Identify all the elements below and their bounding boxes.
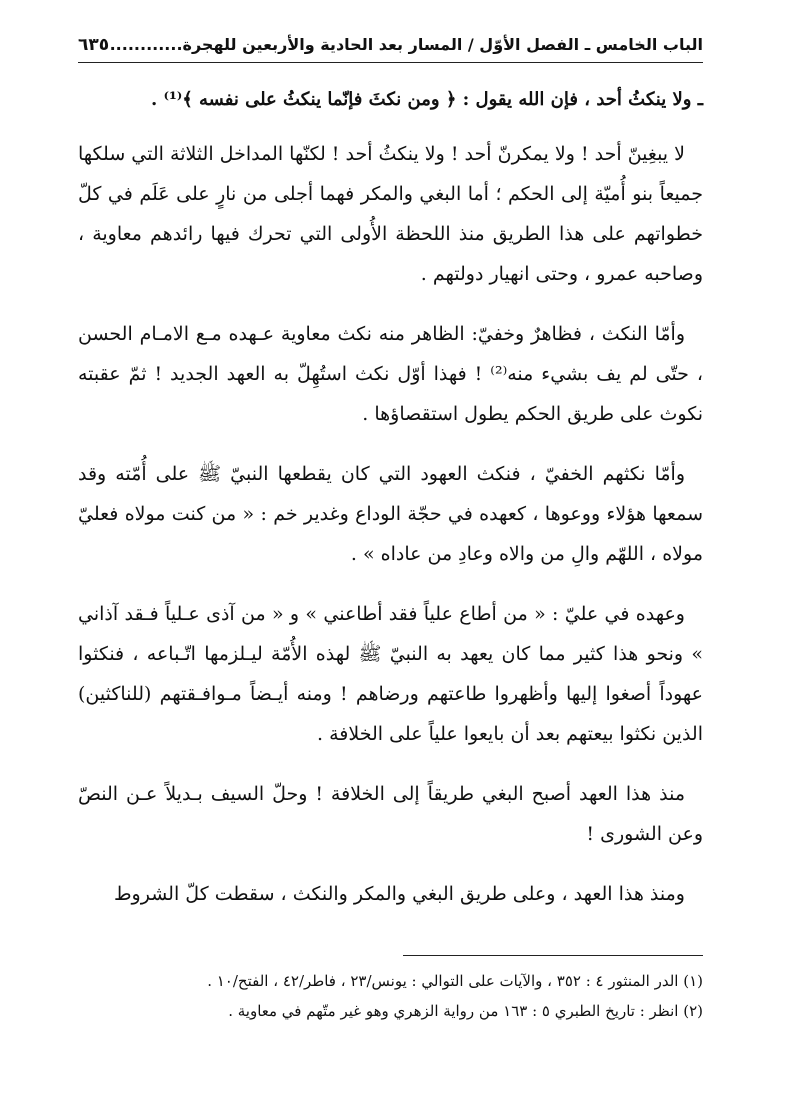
running-title: الباب الخامس ـ الفصل الأوّل / المسار بعد الحادية والأربعين للهجرة............ — [109, 35, 703, 54]
main-text — [78, 80, 703, 934]
page-header — [78, 30, 703, 60]
header-rule — [78, 62, 703, 63]
paragraph: وعهده في عليّ : « من أطاع علياً فقد أطاعني » و « من آذى عـلياً فـقد آذاني » ونحو هذا كثير مما كان يعهد به النبيّ ﷺ لهذه الأُمّة ليـلزمها اتّـباعه ، فنكثوا عهوداً أصغوا إليها وأظهروا طاعتهم ورضاهم ! ومنه أيـضاً مـوافـقتهم (للناكثين) الذين نكثوا بيعتهم بعد أن بايعوا علياً على الخلافة . — [78, 603, 703, 745]
page-number: ٦٣٥ — [78, 35, 110, 55]
paragraph: ـ ولا ينكثُ أحد ، فإن الله يقول : ﴿ ومن نكثَ فإنّما ينكثُ على نفسه ﴾⁽¹⁾ . — [151, 89, 703, 110]
paragraph: منذ هذا العهد أصبح البغي طريقاً إلى الخلافة ! وحلّ السيف بـديلاً عـن النصّ وعن الشورى ! — [78, 783, 703, 845]
paragraph: وأمّا النكث ، فظاهرٌ وخفيّ: الظاهر منه نكث معاوية عـهده مـع الامـام الحسن ، حتّى لم يف بشيء منه⁽²⁾ ! فهذا أوّل نكث استُهِلّ به العهد الجديد ! ثمّ عقبته نكوث على طريق الحكم يطول استقصاؤها . — [78, 323, 704, 425]
paragraph: وأمّا نكثهم الخفيّ ، فنكث العهود التي كان يقطعها النبيّ ﷺ على أُمّته وقد سمعها هؤلاء ووعوها ، كعهده في حجّة الوداع وغدير خم : « من كنت مولاه فعليّ مولاه ، اللهّم والِ من والاه وعادِ من عاداه » . — [78, 463, 703, 565]
footnotes — [78, 966, 703, 1026]
paragraph: لا يبغِينّ أحد ! ولا يمكرنّ أحد ! ولا ينكثُ أحد ! لكنّها المداخل الثلاثة التي سلكها جميعاً بنو أُميّة إلى الحكم ؛ أما البغي والمكر فهما أجلى من نارٍ على عَلَم في كلّ خطواتهم على هذا الطريق منذ اللحظة الأُولى التي تحرك فيها رائدهم معاوية ، وصاحبه عمرو ، وحتى انهيار دولتهم . — [78, 143, 703, 285]
footnote: (١) الدر المنثور ٤ : ٣٥٢ ، والآيات على التوالي : يونس/٢٣ ، فاطر/٤٢ ، الفتح/١٠ . — [207, 972, 703, 990]
footnote: (٢) انظر : تاريخ الطبري ٥ : ١٦٣ من رواية الزهري وهو غير متّهم في معاوية . — [228, 1002, 703, 1020]
footnote-rule — [403, 955, 703, 956]
paragraph: ومنذ هذا العهد ، وعلى طريق البغي والمكر والنكث ، سقطت كلّ الشروط — [113, 883, 685, 905]
